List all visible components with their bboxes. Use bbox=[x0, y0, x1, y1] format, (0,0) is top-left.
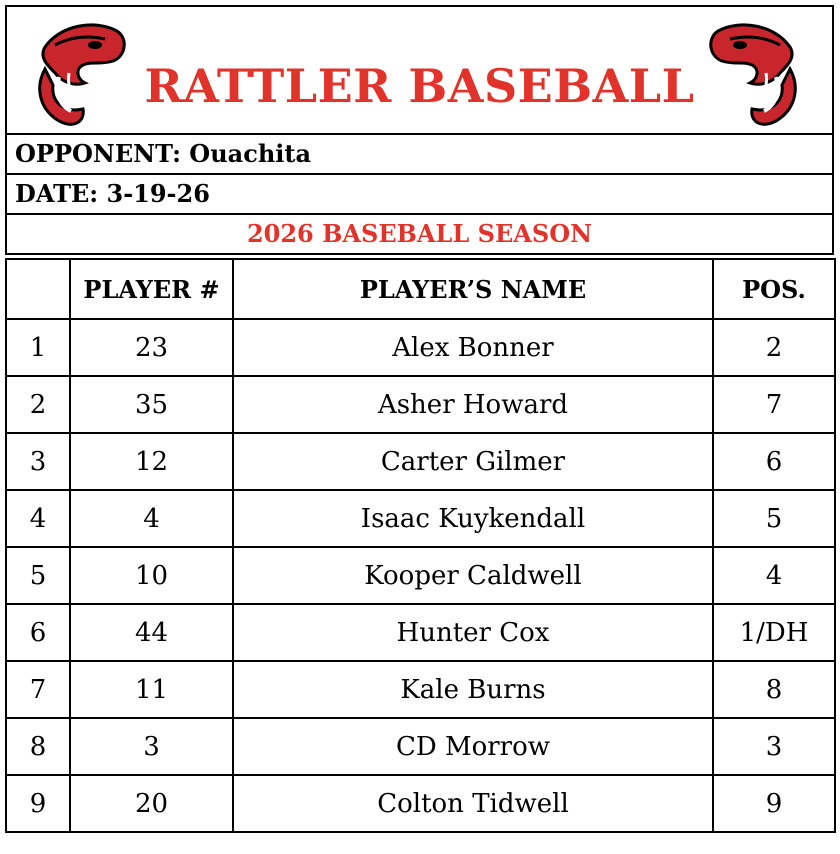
table-row bbox=[6, 547, 835, 604]
player-position: 5 bbox=[713, 490, 835, 547]
batting-order: 3 bbox=[6, 433, 70, 490]
table-row bbox=[6, 376, 835, 433]
table-row bbox=[6, 604, 835, 661]
player-name: Kale Burns bbox=[233, 661, 713, 718]
table-header-row bbox=[6, 259, 835, 319]
table-row bbox=[6, 775, 835, 832]
player-position: 4 bbox=[713, 547, 835, 604]
player-name: Alex Bonner bbox=[233, 319, 713, 376]
column-header-player-number: PLAYER # bbox=[70, 259, 233, 319]
date-label: DATE: 3-19-26 bbox=[5, 175, 834, 215]
player-number: 23 bbox=[70, 319, 233, 376]
table-row bbox=[6, 490, 835, 547]
column-header-player-name: PLAYER’S NAME bbox=[233, 259, 713, 319]
player-position: 1/DH bbox=[713, 604, 835, 661]
batting-order: 5 bbox=[6, 547, 70, 604]
page-title: RATTLER BASEBALL bbox=[144, 59, 695, 113]
table-row bbox=[6, 433, 835, 490]
table-row bbox=[6, 718, 835, 775]
player-position: 9 bbox=[713, 775, 835, 832]
player-number: 12 bbox=[70, 433, 233, 490]
player-name: Isaac Kuykendall bbox=[233, 490, 713, 547]
player-position: 6 bbox=[713, 433, 835, 490]
batting-order: 4 bbox=[6, 490, 70, 547]
player-number: 10 bbox=[70, 547, 233, 604]
player-position: 7 bbox=[713, 376, 835, 433]
column-header-order bbox=[6, 259, 70, 319]
player-position: 3 bbox=[713, 718, 835, 775]
batting-order: 6 bbox=[6, 604, 70, 661]
batting-order: 1 bbox=[6, 319, 70, 376]
player-position: 2 bbox=[713, 319, 835, 376]
batting-order: 7 bbox=[6, 661, 70, 718]
batting-order: 2 bbox=[6, 376, 70, 433]
batting-order: 8 bbox=[6, 718, 70, 775]
lineup-table bbox=[5, 258, 836, 833]
player-name: CD Morrow bbox=[233, 718, 713, 775]
player-name: Carter Gilmer bbox=[233, 433, 713, 490]
player-number: 3 bbox=[70, 718, 233, 775]
player-name: Hunter Cox bbox=[233, 604, 713, 661]
table-row bbox=[6, 661, 835, 718]
player-name: Kooper Caldwell bbox=[233, 547, 713, 604]
column-header-position: POS. bbox=[713, 259, 835, 319]
player-number: 4 bbox=[70, 490, 233, 547]
season-label: 2026 BASEBALL SEASON bbox=[5, 215, 834, 255]
player-position: 8 bbox=[713, 661, 835, 718]
table-row bbox=[6, 319, 835, 376]
rattlesnake-head-icon bbox=[700, 17, 810, 129]
batting-order: 9 bbox=[6, 775, 70, 832]
player-name: Colton Tidwell bbox=[233, 775, 713, 832]
player-number: 35 bbox=[70, 376, 233, 433]
player-number: 11 bbox=[70, 661, 233, 718]
player-name: Asher Howard bbox=[233, 376, 713, 433]
opponent-label: OPPONENT: Ouachita bbox=[5, 135, 834, 175]
player-number: 20 bbox=[70, 775, 233, 832]
header-box bbox=[5, 5, 834, 135]
player-number: 44 bbox=[70, 604, 233, 661]
